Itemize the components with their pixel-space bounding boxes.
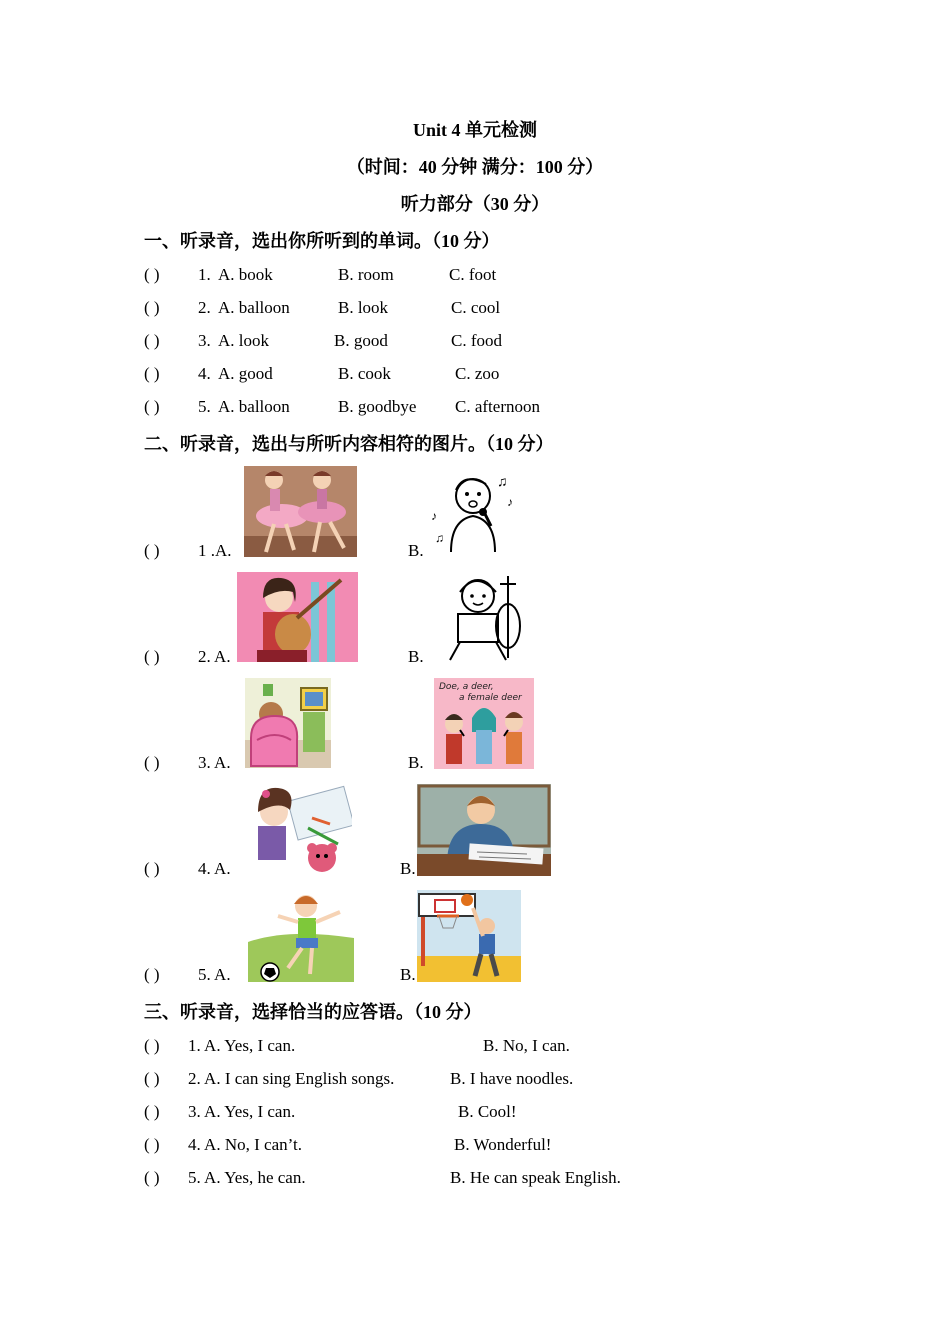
answer-paren[interactable]: ( ): [144, 298, 160, 317]
option-b-label: B.: [400, 859, 416, 878]
option-b-label: B.: [408, 753, 424, 772]
svg-text:♫: ♫: [497, 475, 508, 490]
option-b: B. Cool!: [458, 1102, 517, 1121]
option-c: C. cool: [451, 298, 501, 317]
answer-paren[interactable]: ( ): [144, 1069, 160, 1088]
ballet-dancers-image[interactable]: [244, 466, 357, 557]
option-c: C. zoo: [455, 364, 500, 383]
option-c: C. foot: [449, 265, 497, 284]
option-b: B. goodbye: [338, 397, 417, 416]
option-b-label: B.: [408, 647, 424, 666]
item-number: 2.: [198, 298, 211, 317]
girl-drawing-image[interactable]: [248, 784, 352, 876]
option-a: 5. A. Yes, he can.: [188, 1168, 306, 1187]
answer-paren[interactable]: ( ): [144, 1168, 160, 1187]
girl-playing-pipa-image[interactable]: [237, 572, 358, 662]
answer-paren[interactable]: ( ): [144, 859, 160, 878]
boy-singing-image[interactable]: [425, 466, 525, 554]
option-a-label: 5. A.: [198, 965, 231, 984]
answer-paren[interactable]: ( ): [144, 1036, 160, 1055]
option-a: A. book: [218, 265, 273, 284]
answer-paren[interactable]: ( ): [144, 364, 160, 383]
option-b: B. No, I can.: [483, 1036, 570, 1055]
svg-text:♪: ♪: [507, 495, 513, 509]
girl-watching-tv-image[interactable]: [245, 678, 331, 768]
option-b-label: B.: [400, 965, 416, 984]
option-a-label: 2. A.: [198, 647, 231, 666]
option-a: 1. A. Yes, I can.: [188, 1036, 296, 1055]
part-title: 听力部分（30 分）: [400, 194, 550, 214]
option-c: C. food: [451, 331, 502, 350]
svg-text:♫: ♫: [435, 531, 444, 545]
children-singing-image[interactable]: [434, 678, 534, 769]
section2-heading: 二、听录音，选出与所听内容相符的图片。（10 分）: [144, 434, 554, 454]
option-b: B. room: [338, 265, 394, 284]
option-a: A. good: [218, 364, 273, 383]
option-a-label: 4. A.: [198, 859, 231, 878]
option-a: 3. A. Yes, I can.: [188, 1102, 296, 1121]
item-number: 1.: [198, 265, 211, 284]
answer-paren[interactable]: ( ): [144, 397, 160, 416]
answer-paren[interactable]: ( ): [144, 265, 160, 284]
answer-paren[interactable]: ( ): [144, 1135, 160, 1154]
answer-paren[interactable]: ( ): [144, 965, 160, 984]
option-b: B. I have noodles.: [450, 1069, 574, 1088]
girl-playing-cello-image[interactable]: [440, 572, 535, 661]
option-a: A. balloon: [218, 298, 290, 317]
option-b: B. Wonderful!: [454, 1135, 552, 1154]
song-lyric-line1: Doe, a deer,: [439, 682, 494, 692]
boy-playing-basketball-image[interactable]: [417, 890, 521, 982]
option-a: A. balloon: [218, 397, 290, 416]
option-a: 2. A. I can sing English songs.: [188, 1069, 395, 1088]
item-number: 3.: [198, 331, 211, 350]
section3-heading: 三、听录音，选择恰当的应答语。（10 分）: [144, 1002, 482, 1022]
option-a-label: 3. A.: [198, 753, 231, 772]
section1-heading: 一、听录音，选出你所听到的单词。（10 分）: [144, 231, 500, 251]
answer-paren[interactable]: ( ): [144, 541, 160, 560]
answer-paren[interactable]: ( ): [144, 1102, 160, 1121]
girl-playing-football-image[interactable]: [248, 890, 354, 982]
option-a: 4. A. No, I can’t.: [188, 1135, 302, 1154]
item-number: 5.: [198, 397, 211, 416]
answer-paren[interactable]: ( ): [144, 753, 160, 772]
option-b: B. cook: [338, 364, 391, 383]
song-lyric-line2: a female deer: [459, 693, 522, 703]
man-writing-image[interactable]: [417, 784, 551, 876]
option-b-label: B.: [408, 541, 424, 560]
option-b: B. good: [334, 331, 388, 350]
option-b: B. look: [338, 298, 389, 317]
page-title: Unit 4 单元检测: [412, 120, 537, 140]
option-b: B. He can speak English.: [450, 1168, 621, 1187]
option-a-label: 1 .A.: [198, 541, 232, 560]
item-number: 4.: [198, 364, 211, 383]
svg-text:♪: ♪: [431, 509, 437, 523]
answer-paren[interactable]: ( ): [144, 331, 160, 350]
exam-info: （时间：40 分钟 满分：100 分）: [346, 157, 604, 177]
answer-paren[interactable]: ( ): [144, 647, 160, 666]
option-a: A. look: [218, 331, 269, 350]
option-c: C. afternoon: [455, 397, 540, 416]
